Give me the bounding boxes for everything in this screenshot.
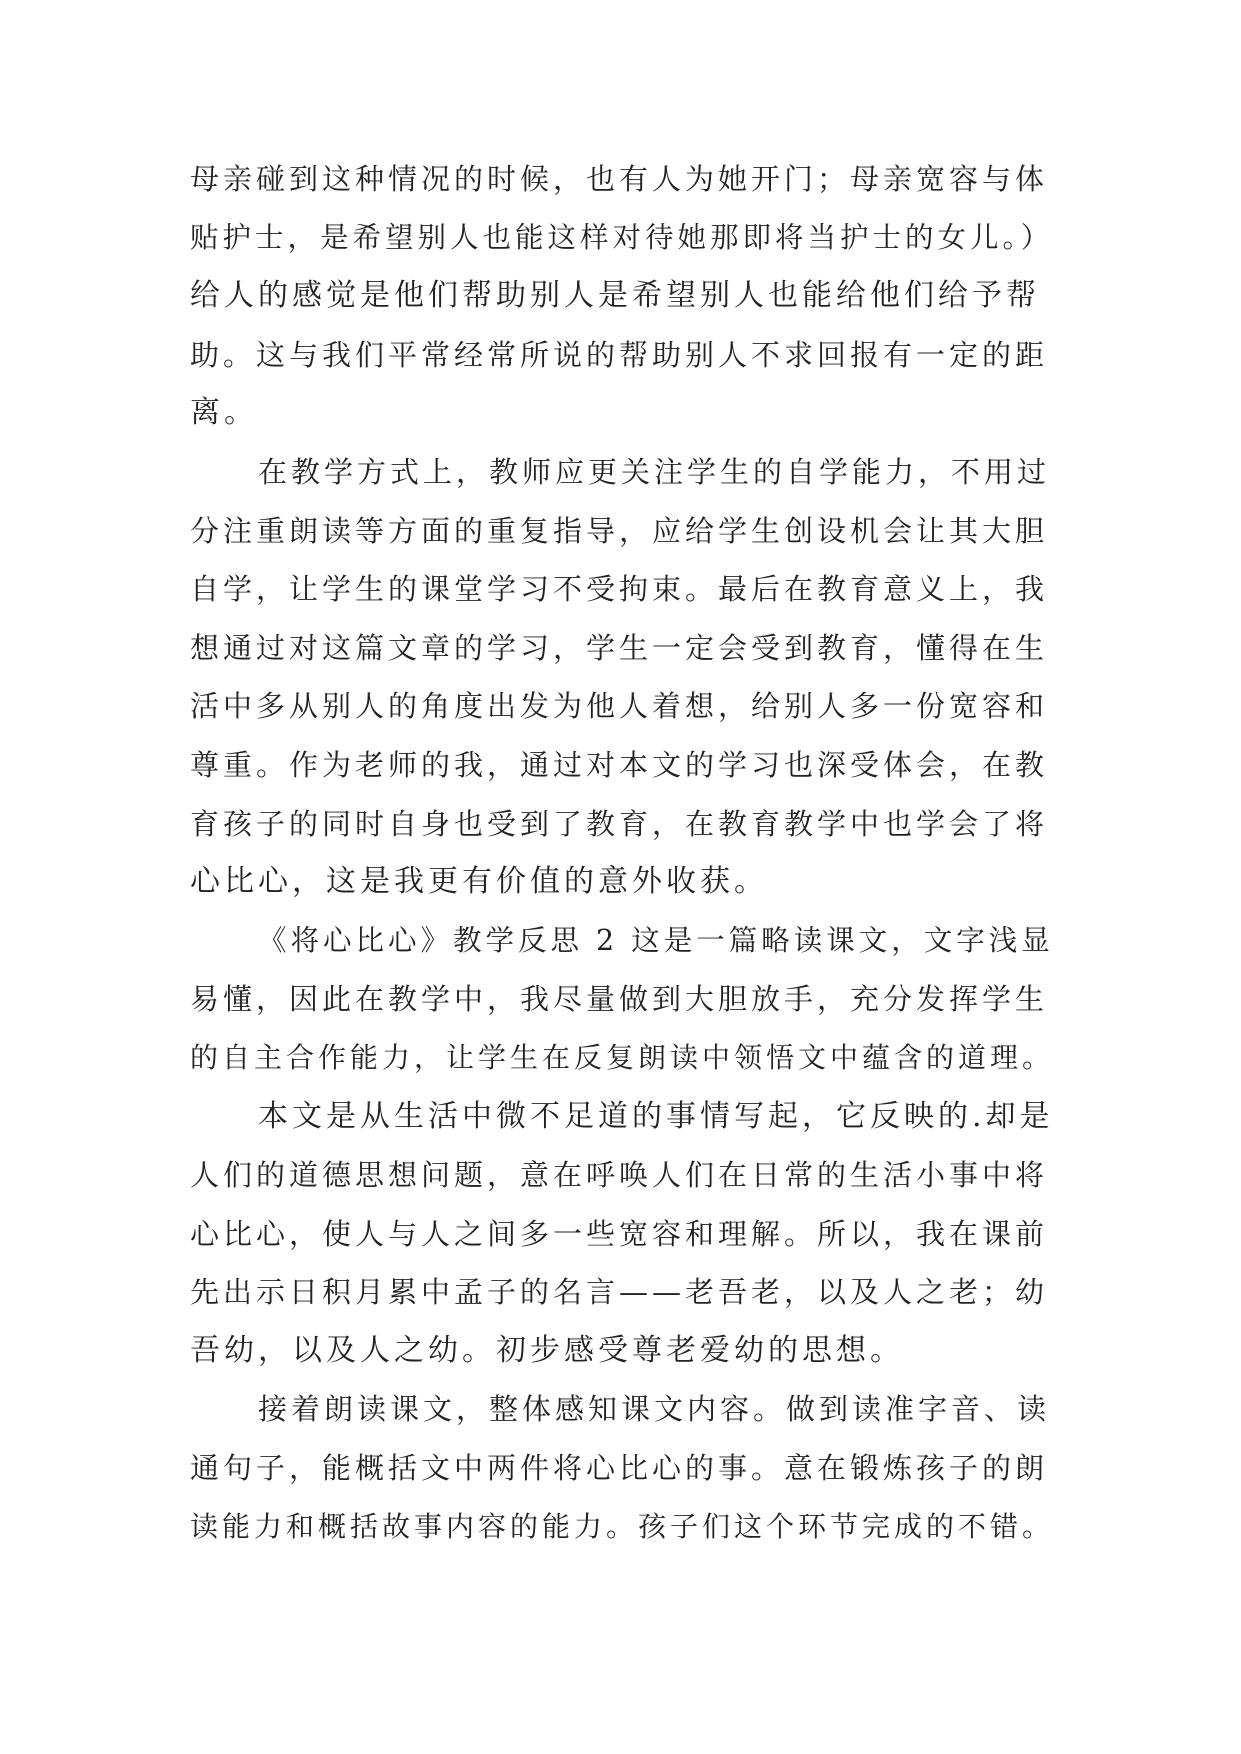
text-line: 给人的感觉是他们帮助别人是希望别人也能给他们给予帮: [190, 278, 1040, 314]
text-line: 心比心，使人与人之间多一些宽容和理解。所以，我在课前: [190, 1216, 1049, 1251]
text-line: 先出示日积月累中孟子的名言——老吾老，以及人之老；幼: [190, 1275, 1049, 1310]
text-line: 自学，让学生的课堂学习不受拘束。最后在教育意义上，我: [190, 572, 1049, 607]
paragraph-first-line: 在教学方式上，教师应更关注学生的自学能力，不用过: [258, 454, 1051, 489]
text-line: 尊重。作为老师的我，通过对本文的学习也深受体会，在教: [190, 747, 1049, 782]
text-line: 活中多从别人的角度出发为他人着想，给别人多一份宽容和: [190, 689, 1049, 724]
text-line: 贴护士，是希望别人也能这样对待她那即将当护士的女儿。）: [190, 220, 1054, 254]
paragraph-first-line: 《将心比心》教学反思 2 这是一篇略读课文，文字浅显: [258, 923, 1054, 957]
text-line: 育孩子的同时自身也受到了教育，在教育教学中也学会了将: [190, 806, 1049, 841]
text-line: 吾幼，以及人之幼。初步感受尊老爱幼的思想。: [190, 1332, 904, 1368]
text-line: 离。: [190, 395, 258, 431]
document-body: [190, 150, 1060, 1556]
text-line: 母亲碰到这种情况的时候，也有人为她开门；母亲宽容与体: [190, 162, 1049, 196]
paragraph-first-line: 接着朗读课文，整体感知课文内容。做到读准字音、读: [258, 1392, 1051, 1427]
text-line: 人们的道德思想问题，意在呼唤人们在日常的生活小事中将: [190, 1158, 1049, 1193]
paragraph-first-line: 本文是从生活中微不足道的事情写起，它反映的.却是: [258, 1098, 1054, 1134]
text-line: 通句子，能概括文中两件将心比心的事。意在锻炼孩子的朗: [190, 1451, 1049, 1486]
text-line: 分注重朗读等方面的重复指导，应给学生创设机会让其大胆: [190, 513, 1049, 548]
text-line: 想通过对这篇文章的学习，学生一定会受到教育，懂得在生: [190, 630, 1049, 665]
text-line: 的自主合作能力，让学生在反复朗读中领悟文中蕴含的道理。: [190, 1040, 1055, 1074]
text-line: 助。这与我们平常经常所说的帮助别人不求回报有一定的距: [190, 337, 1049, 372]
text-line: 易懂，因此在教学中，我尽量做到大胆放手，充分发挥学生: [190, 982, 1049, 1017]
text-line: 读能力和概括故事内容的能力。孩子们这个环节完成的不错。: [190, 1509, 1055, 1543]
text-line: 心比心，这是我更有价值的意外收获。: [190, 864, 768, 900]
